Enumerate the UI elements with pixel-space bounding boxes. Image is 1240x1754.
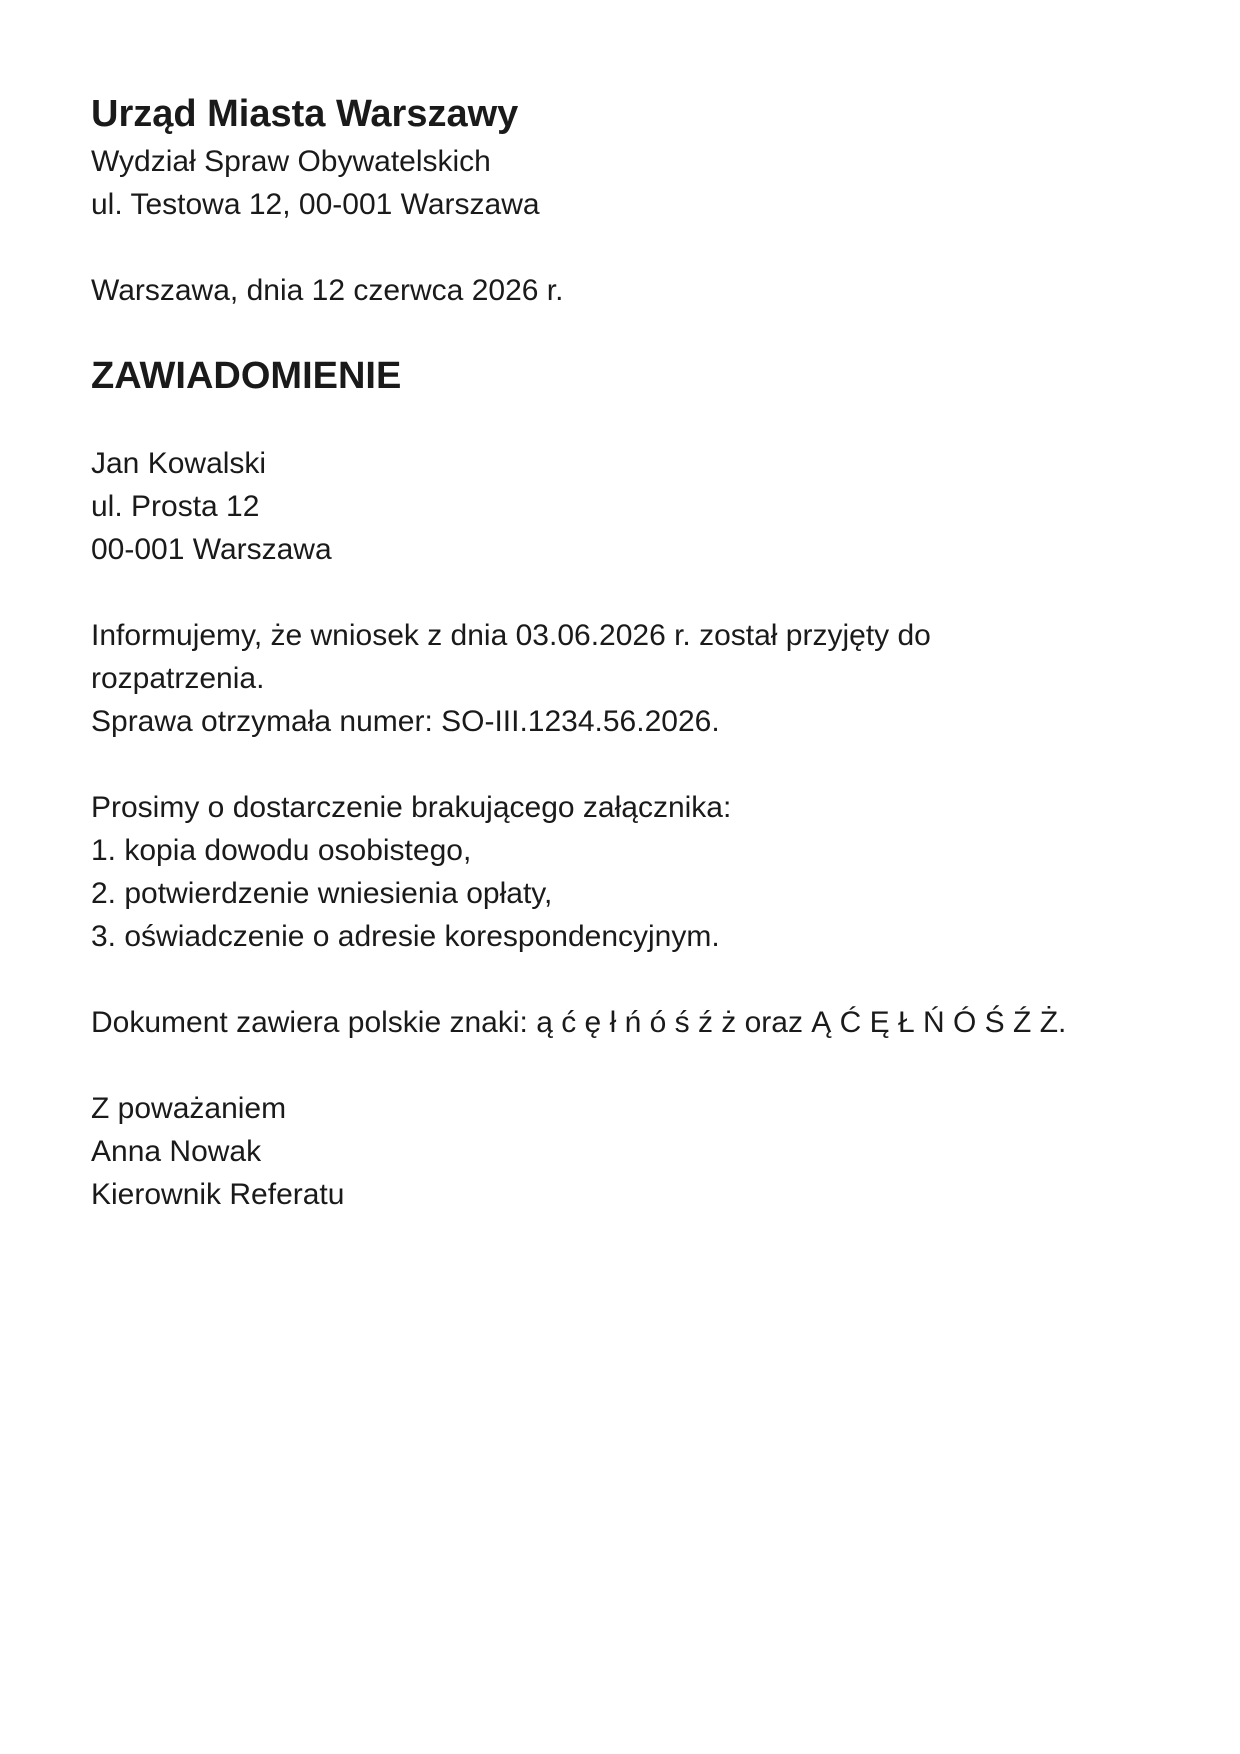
recipient-block [91,442,1171,571]
recipient-name: Jan Kowalski [91,447,267,480]
attachment-item: 1. kopia dowodu osobistego, [91,834,472,867]
document-title: ZAWIADOMIENIE [91,355,402,397]
request-intro: Prosimy o dostarczenie brakującego załącznika: [91,791,732,824]
recipient-city: 00-001 Warszawa [91,533,332,566]
body-paragraph-1 [91,614,1171,743]
recipient-street: ul. Prosta 12 [91,490,260,523]
body-text-line: Informujemy, że wniosek z dnia 03.06.2026 r. został przyjęty do [91,619,931,652]
attachment-request [91,786,1171,958]
signer-name: Anna Nowak [91,1135,262,1168]
date-line: Warszawa, dnia 12 czerwca 2026 r. [91,274,564,307]
signer-title: Kierownik Referatu [91,1178,345,1211]
closing-salutation: Z poważaniem [91,1092,287,1125]
sender-org-name: Urząd Miasta Warszawy [91,93,519,135]
sender-address: ul. Testowa 12, 00-001 Warszawa [91,188,540,221]
case-number-line: Sprawa otrzymała numer: SO-III.1234.56.2026. [91,705,720,738]
attachment-item: 3. oświadczenie o adresie korespondencyjnym. [91,920,720,953]
letter-page [91,88,1171,1216]
closing-block [91,1087,1171,1216]
sender-block [91,88,1171,226]
sender-department: Wydział Spraw Obywatelskich [91,145,491,178]
charset-note: Dokument zawiera polskie znaki: ą ć ę ł ń ó ś ź ż oraz Ą Ć Ę Ł Ń Ó Ś Ź Ż. [91,1006,1067,1039]
attachment-item: 2. potwierdzenie wniesienia opłaty, [91,877,553,910]
body-text-line: rozpatrzenia. [91,662,265,695]
